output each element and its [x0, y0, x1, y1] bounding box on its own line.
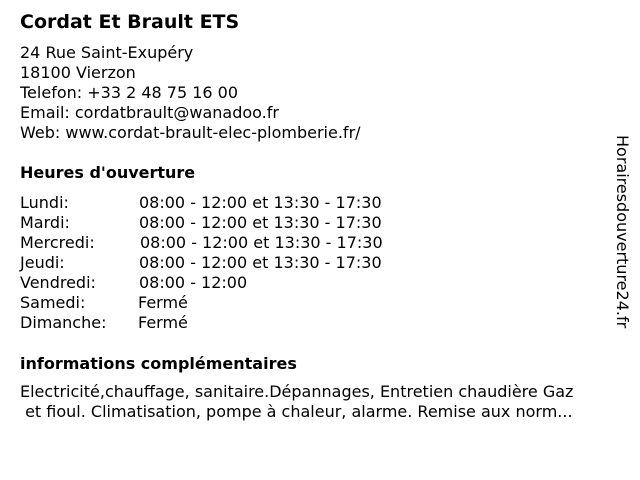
- day-hours: 08:00 - 12:00: [139, 273, 248, 292]
- day-hours: 08:00 - 12:00 et 13:30 - 17:30: [139, 213, 382, 232]
- day-hours: Fermé: [138, 313, 188, 332]
- email-line[interactable]: Email: cordatbrault@wanadoo.fr: [20, 103, 279, 122]
- hours-heading: Heures d'ouverture: [20, 163, 196, 182]
- info-line-1: Electricité,chauffage, sanitaire.Dépannages, Entretien chaudière Gaz: [20, 382, 574, 401]
- day-hours: 08:00 - 12:00 et 13:30 - 17:30: [139, 193, 382, 212]
- day-label: Dimanche:: [20, 313, 107, 332]
- watermark-text: Horairesdouverture24.fr: [613, 135, 632, 329]
- contact-block: [20, 43, 361, 143]
- day-label: Jeudi:: [20, 253, 65, 272]
- day-label: Mercredi:: [20, 233, 95, 252]
- address-street: 24 Rue Saint-Exupéry: [20, 43, 194, 62]
- web-line[interactable]: Web: www.cordat-brault-elec-plomberie.fr/: [20, 123, 361, 142]
- day-label: Lundi:: [20, 193, 69, 212]
- business-name: Cordat Et Brault ETS: [20, 11, 240, 33]
- day-label: Samedi:: [20, 293, 86, 312]
- watermark: [612, 135, 632, 345]
- phone-line[interactable]: Telefon: +33 2 48 75 16 00: [20, 83, 239, 102]
- day-hours: 08:00 - 12:00 et 13:30 - 17:30: [140, 233, 383, 252]
- day-label: Vendredi:: [20, 273, 96, 292]
- info-line-2: et fioul. Climatisation, pompe à chaleur, alarme. Remise aux norm...: [20, 402, 573, 421]
- info-description: [20, 382, 626, 422]
- info-heading: informations complémentaires: [20, 354, 297, 373]
- address-city: 18100 Vierzon: [20, 63, 136, 82]
- day-label: Mardi:: [20, 213, 70, 232]
- day-hours: Fermé: [138, 293, 188, 312]
- day-hours: 08:00 - 12:00 et 13:30 - 17:30: [139, 253, 382, 272]
